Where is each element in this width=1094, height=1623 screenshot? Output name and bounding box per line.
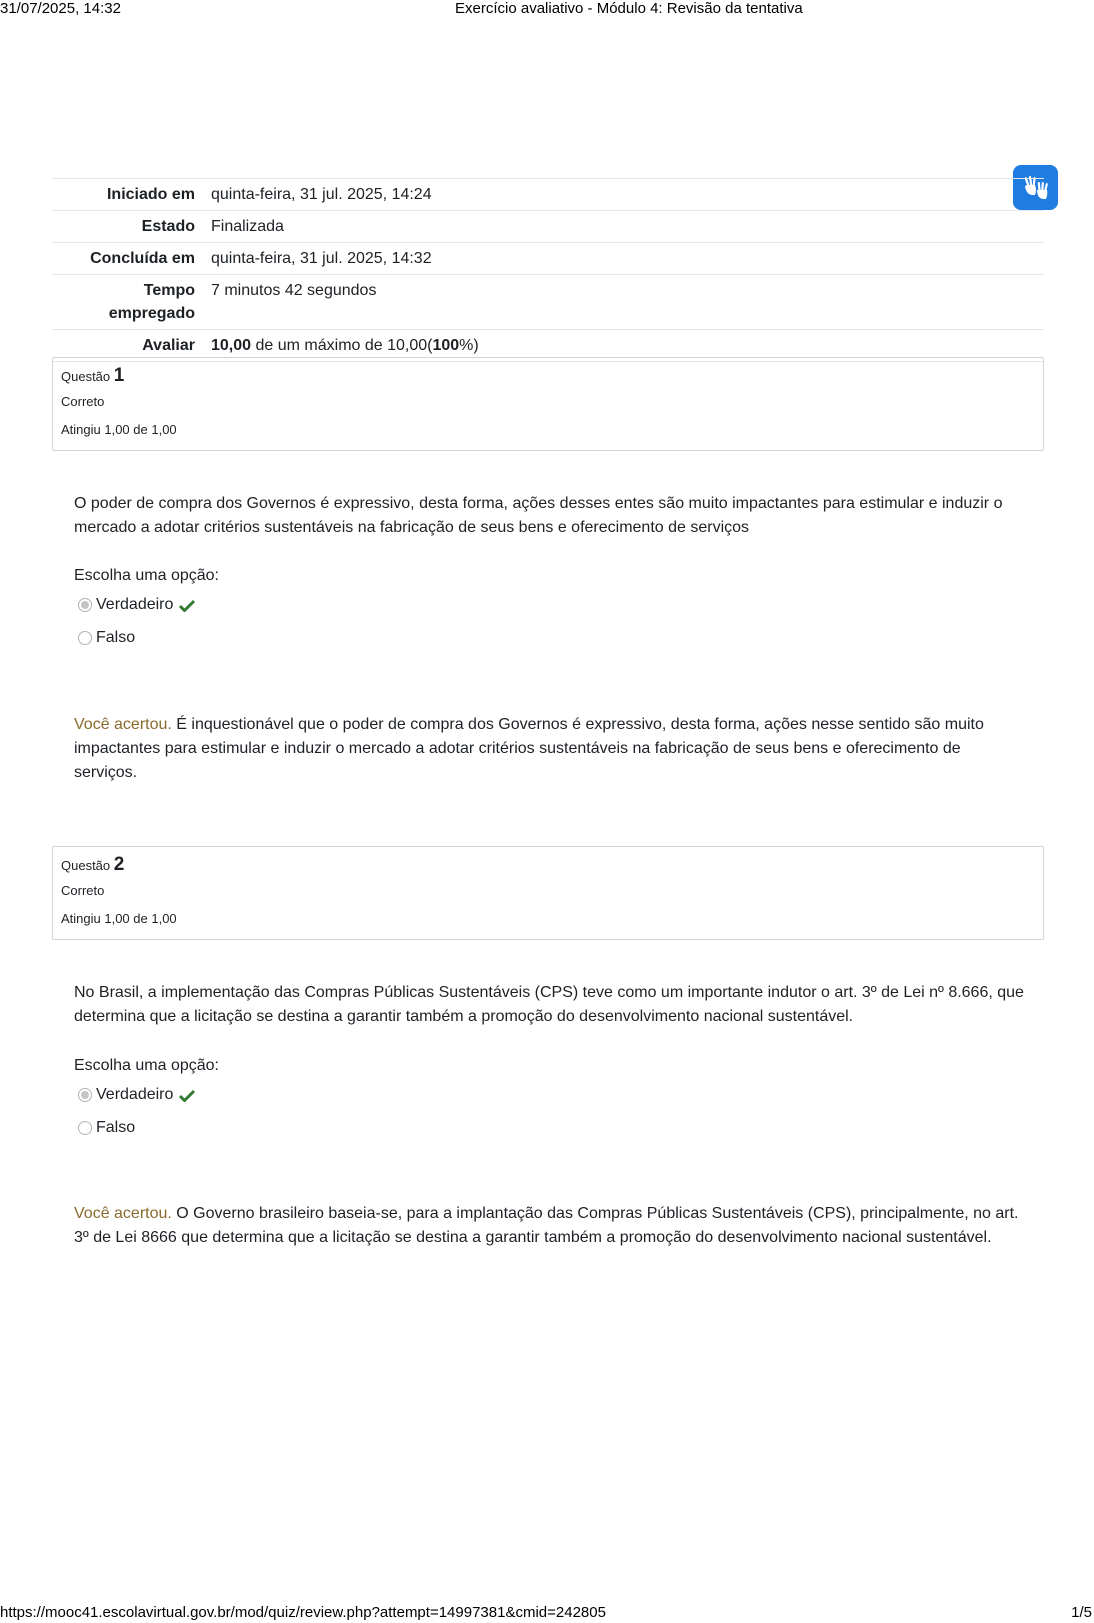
option-label: Verdadeiro bbox=[96, 1086, 174, 1103]
question-number-value: 1 bbox=[113, 365, 125, 386]
question-number-value: 2 bbox=[113, 854, 125, 875]
question-label: Questão bbox=[61, 858, 111, 873]
time-label bbox=[52, 275, 209, 330]
question-2-info bbox=[52, 846, 1044, 940]
question-1-option-false[interactable] bbox=[78, 627, 135, 649]
grade-end: %) bbox=[459, 337, 479, 354]
question-2-text: No Brasil, a implementação das Compras Públicas Sustentáveis (CPS) teve como um importante indutor o art. 3º de Lei nº 8.666, que determina que a licitação se destina a garantir também a promoção do desenvolvimento nacional sustentável. bbox=[74, 984, 1024, 1025]
question-1-feedback bbox=[74, 713, 1024, 785]
page-url: https://mooc41.escolavirtual.gov.br/mod/quiz/review.php?attempt=14997381&cmid=242805 bbox=[0, 1604, 606, 1621]
feedback-text: É inquestionável que o poder de compra dos Governos é expressivo, desta forma, ações nesse sentido são muito impactantes para estimular e induzir o mercado a adotar critérios sustentáveis na fabricação de seus bens e oferecimento de serviços. bbox=[74, 716, 984, 781]
completed-label: Concluída em bbox=[90, 250, 195, 267]
question-2-prompt: Escolha uma opção: bbox=[74, 1057, 219, 1074]
question-state: Correto bbox=[61, 883, 105, 898]
question-2-option-true[interactable] bbox=[78, 1084, 195, 1106]
question-number bbox=[61, 365, 1035, 388]
print-header bbox=[0, 0, 1094, 18]
question-2-option-false[interactable] bbox=[78, 1117, 135, 1139]
grade-label: Avaliar bbox=[142, 337, 195, 354]
print-footer bbox=[0, 1604, 1094, 1623]
summary-row-state bbox=[52, 211, 1044, 243]
correct-check-icon bbox=[179, 1089, 195, 1102]
completed-value: quinta-feira, 31 jul. 2025, 14:32 bbox=[211, 250, 432, 267]
option-label: Verdadeiro bbox=[96, 596, 174, 613]
print-page-title: Exercício avaliativo - Módulo 4: Revisão da tentativa bbox=[455, 0, 803, 17]
feedback-text: O Governo brasileiro baseia-se, para a implantação das Compras Públicas Sustentáveis (CPS), principalmente, no art. 3º de Lei 8666 que determina que a licitação se destina a garantir também a promoção do desenvolvimento nacional sustentável. bbox=[74, 1205, 1019, 1246]
radio-unselected[interactable] bbox=[78, 631, 92, 645]
summary-row-time bbox=[52, 275, 1044, 330]
option-label: Falso bbox=[96, 1119, 136, 1136]
summary-row-started bbox=[52, 179, 1044, 211]
grade-score: 10,00 bbox=[211, 337, 252, 354]
time-label-line-2: empregado bbox=[108, 305, 195, 322]
question-number bbox=[61, 854, 1035, 877]
started-value: quinta-feira, 31 jul. 2025, 14:24 bbox=[211, 186, 432, 203]
question-1-info bbox=[52, 357, 1044, 451]
correct-check-icon bbox=[179, 599, 195, 612]
grade-percent: 100 bbox=[432, 337, 460, 354]
question-1-prompt: Escolha uma opção: bbox=[74, 567, 219, 584]
attempt-summary-table bbox=[52, 178, 1044, 362]
radio-selected[interactable] bbox=[78, 1088, 92, 1102]
print-datetime: 31/07/2025, 14:32 bbox=[0, 0, 121, 17]
radio-selected[interactable] bbox=[78, 598, 92, 612]
state-value: Finalizada bbox=[211, 218, 284, 235]
question-state: Correto bbox=[61, 394, 105, 409]
question-1-text: O poder de compra dos Governos é expressivo, desta forma, ações desses entes são muito impactantes para estimular e induzir o mercado a adotar critérios sustentáveis na fabricação de seus bens e oferecimento de serviços bbox=[74, 495, 1003, 536]
question-2-feedback bbox=[74, 1202, 1024, 1250]
option-label: Falso bbox=[96, 629, 136, 646]
feedback-prefix: Você acertou. bbox=[74, 1205, 172, 1222]
summary-row-completed bbox=[52, 243, 1044, 275]
question-grade: Atingiu 1,00 de 1,00 bbox=[61, 911, 177, 926]
time-value: 7 minutos 42 segundos bbox=[211, 282, 377, 299]
question-1-option-true[interactable] bbox=[78, 594, 195, 616]
time-label-line-1: Tempo bbox=[143, 282, 195, 299]
radio-unselected[interactable] bbox=[78, 1121, 92, 1135]
started-label: Iniciado em bbox=[106, 186, 195, 203]
page-number: 1/5 bbox=[1071, 1604, 1092, 1621]
state-label: Estado bbox=[141, 218, 195, 235]
grade-middle: de um máximo de 10,00( bbox=[251, 337, 433, 354]
feedback-prefix: Você acertou. bbox=[74, 716, 172, 733]
question-label: Questão bbox=[61, 369, 111, 384]
question-grade: Atingiu 1,00 de 1,00 bbox=[61, 422, 177, 437]
